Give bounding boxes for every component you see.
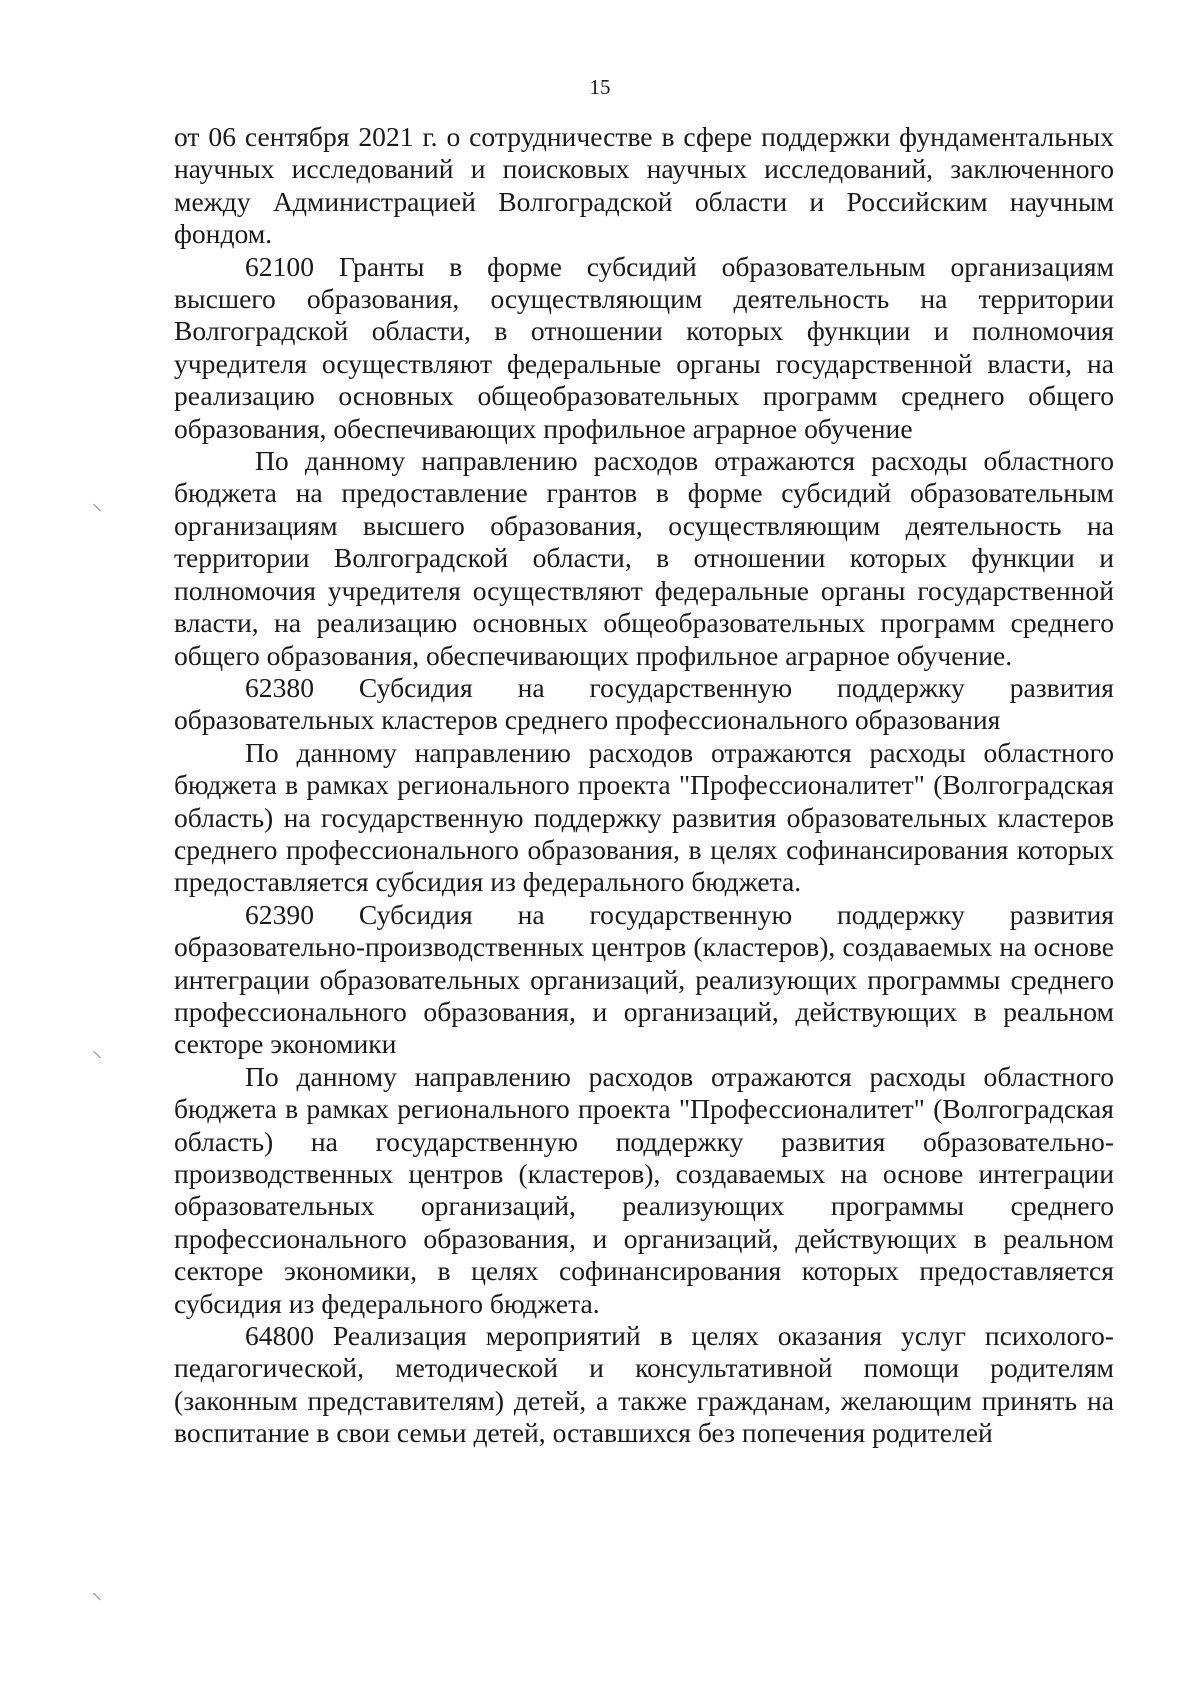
page-number: 15 — [589, 75, 611, 99]
paragraph-heading-62390: 62390 Субсидия на государственную поддержку развития образовательно-производственных центров (кластеров), создаваемых на основе интеграции образовательных организаций, реализующих программы среднего профессионального образования, и организаций, действующих в реальном секторе экономики — [174, 898, 1114, 1060]
paragraph-description-62380: По данному направлению расходов отражаются расходы областного бюджета в рамках регионального проекта "Профессионалитет" (Волгоградская область) на государственную поддержку развития образовательных кластеров среднего профессионального образования, в целях софинансирования которых предоставляется субсидия из федерального бюджета. — [174, 736, 1114, 898]
scan-artifact-mark — [93, 1051, 101, 1059]
paragraph-description-62100: По данному направлению расходов отражаются расходы областного бюджета на предоставление грантов в форме субсидий образовательным организациям высшего образования, осуществляющим деятельность на территории Волгоградской области, в отношении которых функции и полномочия учредителя осуществляют федеральные органы государственной власти, на реализацию основных общеобразовательных программ среднего общего образования, обеспечивающих профильное аграрное обучение. — [174, 445, 1114, 671]
paragraph-heading-62380: 62380 Субсидия на государственную поддержку развития образовательных кластеров среднего профессионального образования — [174, 671, 1114, 736]
paragraph-description-62390: По данному направлению расходов отражаются расходы областного бюджета в рамках регионального проекта "Профессионалитет" (Волгоградская область) на государственную поддержку развития образовательно-производственных центров (кластеров), создаваемых на основе интеграции образовательных организаций, реализующих программы среднего профессионального образования, и организаций, действующих в реальном секторе экономики, в целях софинансирования которых предоставляется субсидия из федерального бюджета. — [174, 1060, 1114, 1319]
paragraph-continuation: от 06 сентября 2021 г. о сотрудничестве в сфере поддержки фундаментальных научных исследований и поисковых научных исследований, заключенного между Администрацией Волгоградской области и Российским научным фондом. — [174, 121, 1114, 250]
document-body — [174, 121, 1114, 1450]
paragraph-heading-64800: 64800 Реализация мероприятий в целях оказания услуг психолого-педагогической, методической и консультативной помощи родителям (законным представителям) детей, а также гражданам, желающим принять на воспитание в свои семьи детей, оставшихся без попечения родителей — [174, 1320, 1114, 1449]
scan-artifact-mark — [93, 504, 101, 512]
paragraph-heading-62100: 62100 Гранты в форме субсидий образовательным организациям высшего образования, осуществляющим деятельность на территории Волгоградской области, в отношении которых функции и полномочия учредителя осуществляют федеральные органы государственной власти, на реализацию основных общеобразовательных программ среднего общего образования, обеспечивающих профильное аграрное обучение — [174, 250, 1114, 444]
scan-artifact-mark — [93, 1593, 101, 1601]
